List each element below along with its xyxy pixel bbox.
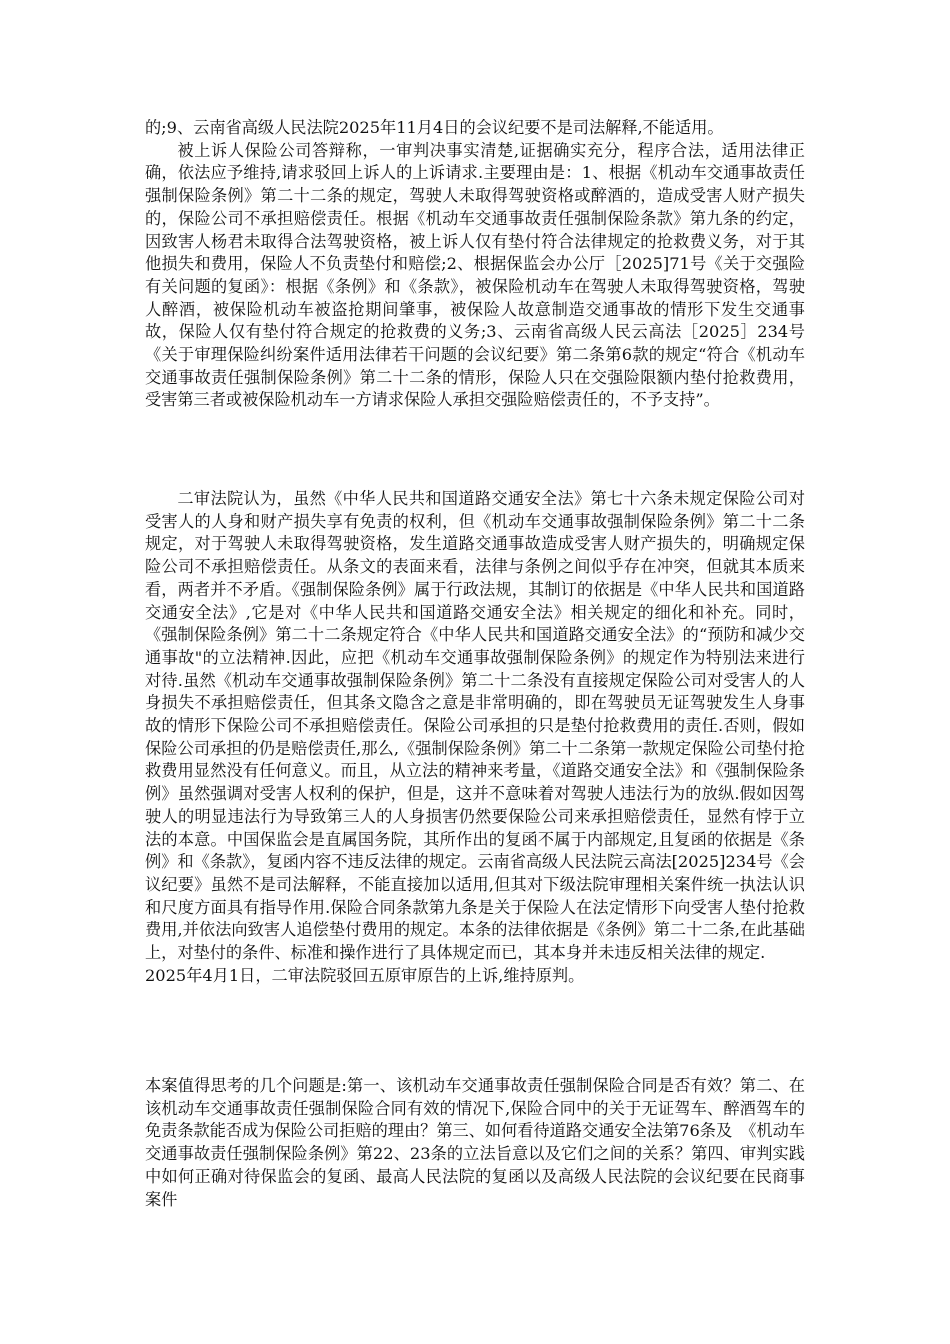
paragraph-appeal-end: 的;9、云南省高级人民法院2025年11月4日的会议纪要不是司法解释,不能适用。 — [145, 118, 724, 137]
paragraph-court-opinion: 二审法院认为，虽然《中华人民共和国道路交通安全法》第七十六条未规定保险公司对受害人的人身和财产损失享有免责的权利，但《机动车交通事故强制保险条例》第二十二条规定，对于驾驶人未取得驾驶资格，发生道路交通事故造成受害人财产损失的，明确规定保险公司不承担赔偿责任。从条文的表面来看，法律与条例之间似乎存在冲突，但就其本质来看，两者并不矛盾。《强制保险条例》属于行政法规，其制订的依据是《中华人民共和国道路交通安全法》,它是对《中华人民共和国道路交通安全法》相关规定的细化和补充。同时，《强制保险条例》第二十二条规定符合《中华人民共和国道路交通安全法》的“预防和减少交通事故"的立法精神.因此，应把《机动车交通事故强制保险条例》的规定作为特别法来进行对待.虽然《机动车交通事故强制保险条例》第二十二条没有直接规定保险公司对受害人的人身损失不承担赔偿责任，但其条文隐含之意是非常明确的，即在驾驶员无证驾驶发生人身事故的情形下保险公司不承担赔偿责任。保险公司承担的只是垫付抢救费用的责任.否则，假如保险公司承担的仍是赔偿责任,那么,《强制保险条例》第二十二条第一款规定保险公司垫付抢救费用显然没有任何意义。而且，从立法的精神来考量，《道路交通安全法》和《强制保险条例》虽然强调对受害人权利的保护，但是，这并不意味着对驾驶人违法行为的放纵.假如因驾驶人的明显违法行为导致第三人的人身损害仍然要保险公司来承担赔偿责任，显然有悖于立法的本意。中国保监会是直属国务院，其所作出的复函不属于内部规定,且复函的依据是《条例》和《条款》，复函内容不违反法律的规定。云南省高级人民法院云高法[2025]234号《会议纪要》虽然不是司法解释，不能直接加以适用,但其对下级法院审理相关案件统一执法认识和尺度方面具有指导作用.保险合同条款第九条是关于保险人在法定情形下向受害人垫付抢救费用,并依法向致害人追偿垫付费用的规定。本条的法律依据是《条例》第二十二条,在此基础上，对垫付的条件、标准和操作进行了具体规定而已，其本身并未违反相关法律的规定. — [145, 489, 805, 963]
paragraph-insurer-defense: 被上诉人保险公司答辩称，一审判决事实清楚,证据确实充分，程序合法，适用法律正确，依法应予维持,请求驳回上诉人的上诉请求.主要理由是：1、根据《机动车交通事故责任强制保险条例》第二十二条的规定，驾驶人未取得驾驶资格或醉酒的，造成受害人财产损失的，保险公司不承担赔偿责任。根据《机动车交通事故责任强制保险条款》第九条的约定，因致害人杨君未取得合法驾驶资格，被上诉人仅有垫付符合法律规定的抢救费义务，对于其他损失和费用，保险人不负责垫付和赔偿;2、根据保监会办公厅［2025]71号《关于交强险有关问题的复函》：根据《条例》和《条款》，被保险机动车在驾驶人未取得驾驶资格，驾驶人醉酒，被保险机动车被盗抢期间肇事，被保险人故意制造交通事故的情形下发生交通事故，保险人仅有垫付符合规定的抢救费的义务;3、云南省高级人民云高法［2025］234号《关于审理保险纠纷案件适用法律若干问题的会议纪要》第二条第6款的规定“符合《机动车交通事故责任强制保险条例》第二十二条的情形，保险人只在交强险限额内垫付抢救费用，受害第三者或被保险机动车一方请求保险人承担交强险赔偿责任的，不予支持”。 — [145, 140, 805, 410]
paragraph-judgment: 2025年4月1日，二审法院驳回五原审原告的上诉,维持原判。 — [145, 965, 585, 985]
paragraph-questions: 本案值得思考的几个问题是:第一、该机动车交通事故责任强制保险合同是否有效？第二、在该机动车交通事故责任强制保险合同有效的情况下,保险合同中的关于无证驾车、醉酒驾车的免责条款能否成为保险公司拒赔的理由？第三、如何看待道路交通安全法第76条及 《机动车交通事故责任强制保险条例》第22、23条的立法旨意以及它们之间的关系？第四、审判实践中如何正确对待保监会的复函、最高人民法院的复函以及高级人民法院的会议纪要在民商事案件 — [145, 1076, 805, 1209]
text-block-defense — [145, 117, 805, 412]
text-block-second-instance — [145, 488, 805, 987]
text-block-questions — [145, 1075, 805, 1211]
